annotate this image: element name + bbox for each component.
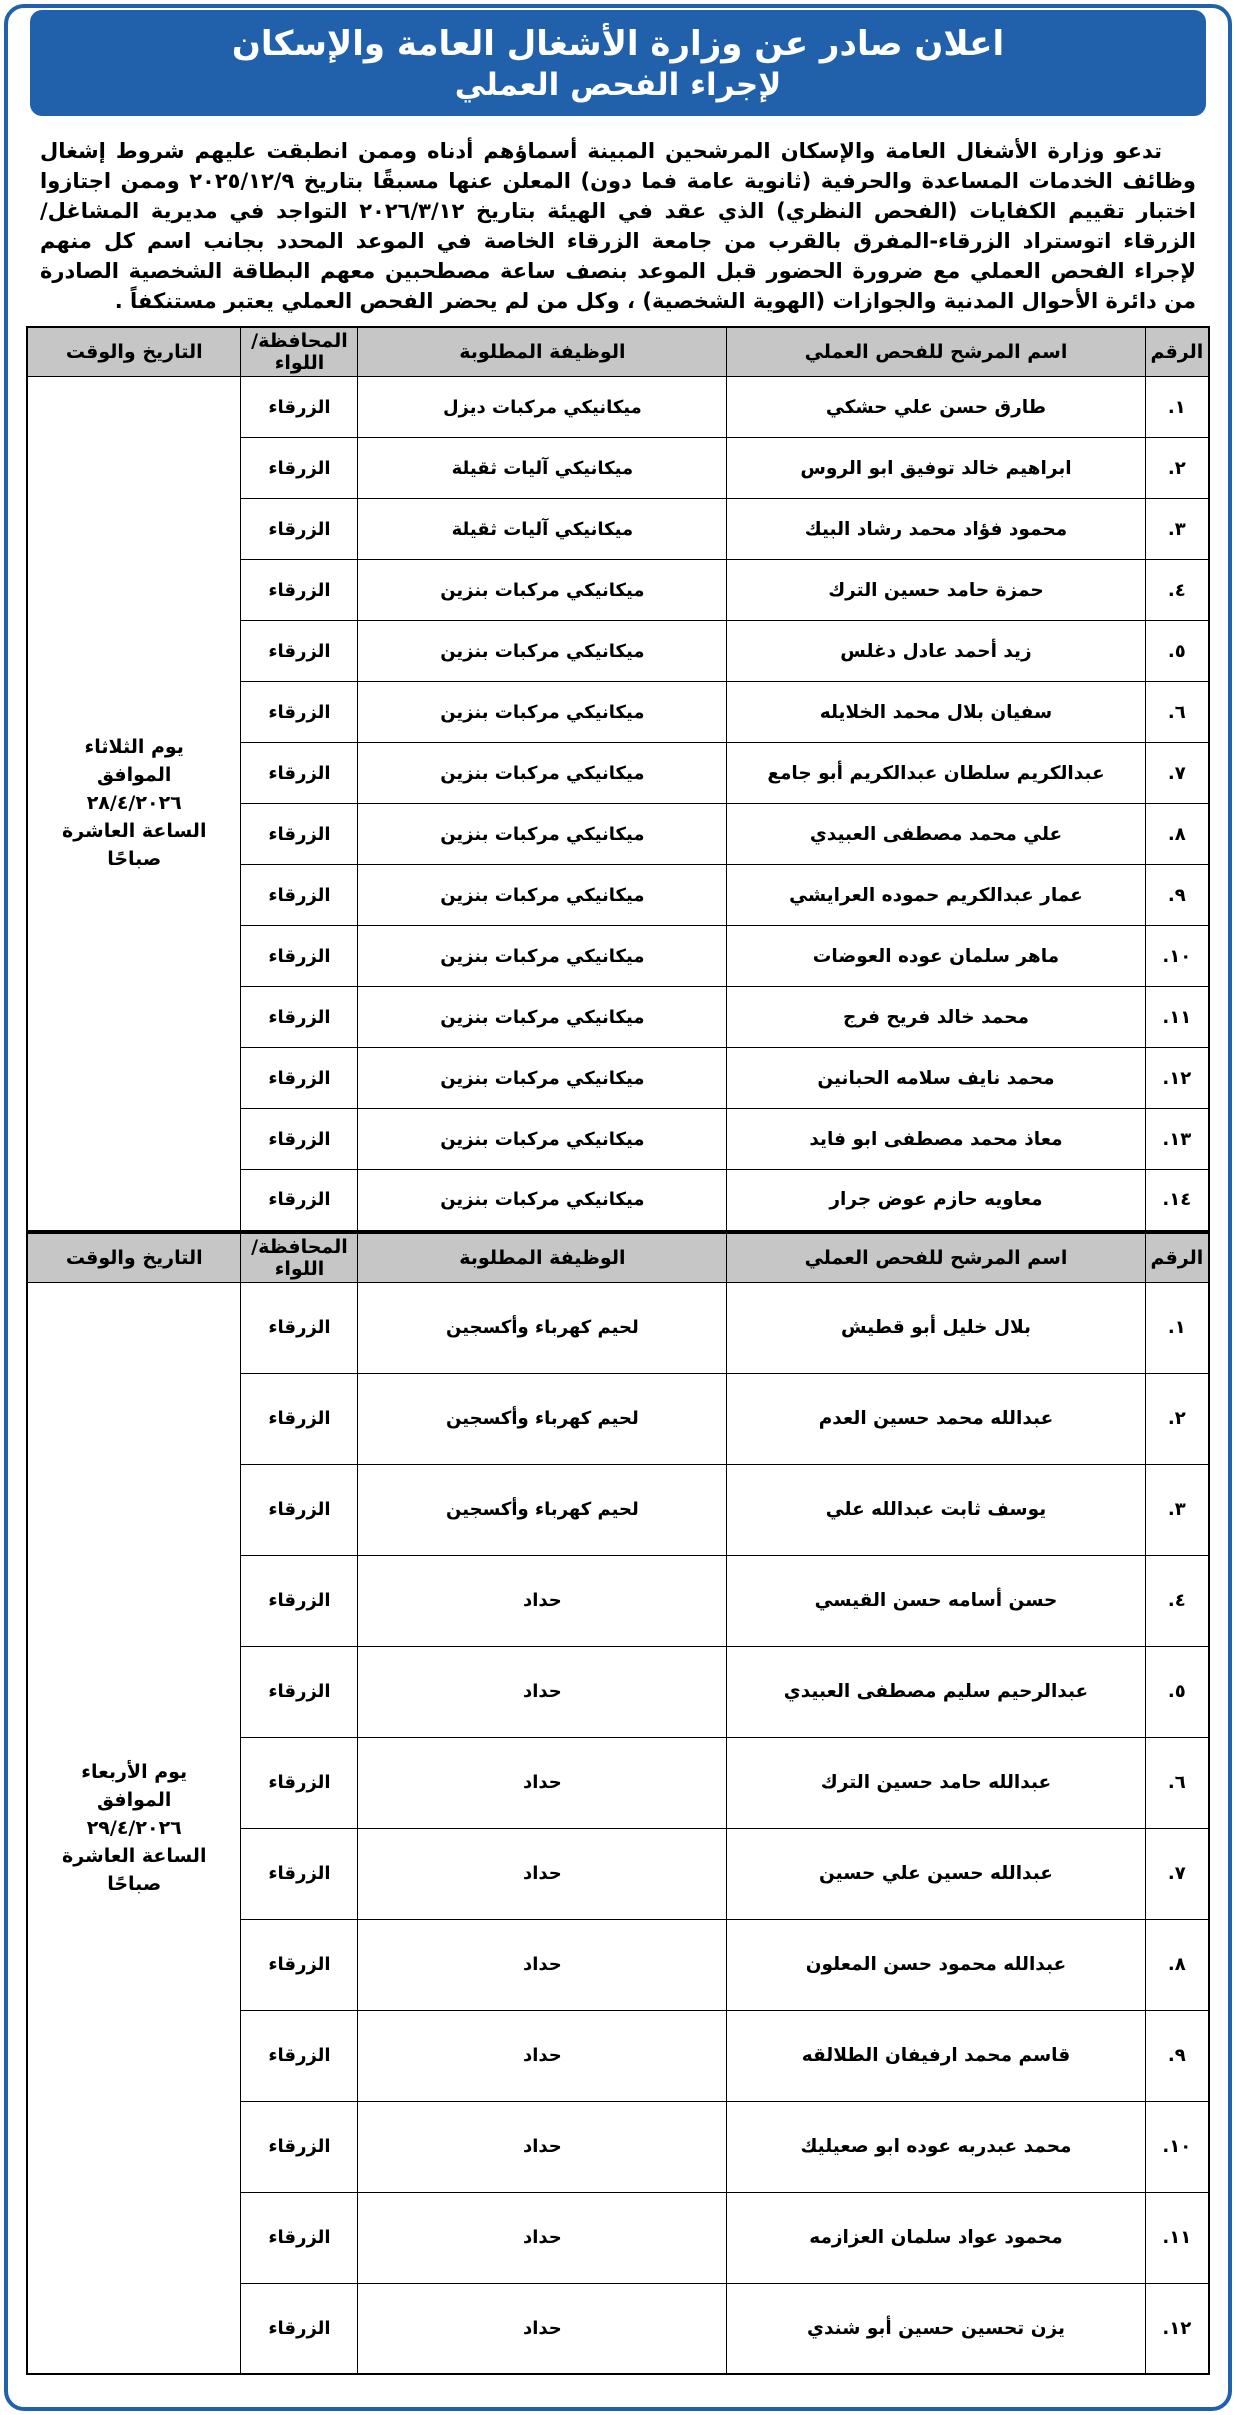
candidate-name: حسن أسامه حسن القيسي xyxy=(727,1555,1145,1646)
exam-datetime-line: صباحًا xyxy=(107,1872,162,1895)
row-number: ١. xyxy=(1145,1282,1209,1373)
exam-datetime-line: يوم الثلاثاء xyxy=(84,736,184,759)
row-number: ٧. xyxy=(1145,1828,1209,1919)
governorate: الزرقاء xyxy=(241,1048,358,1109)
row-number: ٤. xyxy=(1145,560,1209,621)
governorate: الزرقاء xyxy=(241,377,358,438)
candidate-name: عبدالله محمد حسين العدم xyxy=(727,1373,1145,1464)
candidate-row xyxy=(27,1282,1209,1373)
exam-table-tuesday xyxy=(26,326,1210,1232)
governorate: الزرقاء xyxy=(241,926,358,987)
required-job: حداد xyxy=(358,1646,727,1737)
required-job: لحيم كهرباء وأكسجين xyxy=(358,1464,727,1555)
exam-datetime-line: الساعة العاشرة xyxy=(62,1844,207,1867)
exam-datetime-line: صباحًا xyxy=(107,848,162,871)
required-job: حداد xyxy=(358,1919,727,2010)
required-job: ميكانيكي مركبات بنزين xyxy=(358,804,727,865)
row-number: ٧. xyxy=(1145,743,1209,804)
row-number: ١٠. xyxy=(1145,926,1209,987)
col-header-datetime: التاريخ والوقت xyxy=(27,327,241,377)
governorate: الزرقاء xyxy=(241,1828,358,1919)
governorate: الزرقاء xyxy=(241,499,358,560)
exam-datetime-line: الموافق xyxy=(97,1788,172,1811)
exam-datetime-line: الموافق xyxy=(97,764,172,787)
governorate: الزرقاء xyxy=(241,1555,358,1646)
candidate-row xyxy=(27,377,1209,438)
required-job: حداد xyxy=(358,1737,727,1828)
exam-datetime xyxy=(27,377,241,1231)
required-job: ميكانيكي مركبات ديزل xyxy=(358,377,727,438)
required-job: ميكانيكي مركبات بنزين xyxy=(358,621,727,682)
col-header-candidate-name: اسم المرشح للفحص العملي xyxy=(727,1233,1145,1283)
candidate-name: علي محمد مصطفى العبيدي xyxy=(727,804,1145,865)
row-number: ١٢. xyxy=(1145,2283,1209,2374)
required-job: حداد xyxy=(358,2101,727,2192)
exam-datetime-line: ٢٩/٤/٢٠٢٦ xyxy=(86,1816,182,1839)
row-number: ١١. xyxy=(1145,2192,1209,2283)
governorate: الزرقاء xyxy=(241,1282,358,1373)
table-body-wednesday xyxy=(27,1282,1209,2374)
required-job: ميكانيكي آليات ثقيلة xyxy=(358,499,727,560)
candidate-name: محمد عبدربه عوده ابو صعيليك xyxy=(727,2101,1145,2192)
table-header-row xyxy=(27,327,1209,377)
required-job: ميكانيكي مركبات بنزين xyxy=(358,1109,727,1170)
row-number: ٢. xyxy=(1145,1373,1209,1464)
intro-paragraph: تدعو وزارة الأشغال العامة والإسكان المرشحين المبينة أسماؤهم أدناه وممن انطبقت عليهم شروط إشغال وظائف الخدمات المساعدة والحرفية (ثانوية عامة فما دون) المعلن عنها مسبقًا بتاريخ ٢٠٢٥/١٢/٩ وممن اجتازوا اختبار تقييم الكفايات (الفحص النظري) الذي عقد في الهيئة بتاريخ ٢٠٢٦/٣/١٢ التواجد في مديرية المشاغل/الزرقاء اتوستراد الزرقاء-المفرق بالقرب من جامعة الزرقاء الخاصة في الموعد المحدد بجانب اسم كل منهم لإجراء الفحص العملي مع ضرورة الحضور قبل الموعد بنصف ساعة مصطحبين معهم البطاقة الشخصية الصادرة من دائرة الأحوال المدنية والجوازات (الهوية الشخصية) ، وكل من لم يحضر الفحص العملي يعتبر مستنكفاً . xyxy=(40,139,1196,313)
governorate: الزرقاء xyxy=(241,1109,358,1170)
candidate-name: قاسم محمد ارفيفان الطلالقه xyxy=(727,2010,1145,2101)
row-number: ٣. xyxy=(1145,499,1209,560)
required-job: ميكانيكي مركبات بنزين xyxy=(358,743,727,804)
candidate-name: محمود فؤاد محمد رشاد البيك xyxy=(727,499,1145,560)
exam-table-wednesday xyxy=(26,1232,1210,2376)
candidate-name: عبدالله حامد حسين الترك xyxy=(727,1737,1145,1828)
row-number: ١٤. xyxy=(1145,1170,1209,1231)
governorate: الزرقاء xyxy=(241,621,358,682)
row-number: ٦. xyxy=(1145,1737,1209,1828)
table-header-row xyxy=(27,1233,1209,1283)
col-header-candidate-name: اسم المرشح للفحص العملي xyxy=(727,327,1145,377)
governorate: الزرقاء xyxy=(241,1737,358,1828)
required-job: لحيم كهرباء وأكسجين xyxy=(358,1282,727,1373)
governorate: الزرقاء xyxy=(241,682,358,743)
required-job: حداد xyxy=(358,2283,727,2374)
candidate-name: محمد نايف سلامه الحبانين xyxy=(727,1048,1145,1109)
exam-datetime-line: يوم الأربعاء xyxy=(81,1760,188,1783)
required-job: ميكانيكي مركبات بنزين xyxy=(358,987,727,1048)
col-header-datetime: التاريخ والوقت xyxy=(27,1233,241,1283)
governorate: الزرقاء xyxy=(241,2283,358,2374)
row-number: ٥. xyxy=(1145,1646,1209,1737)
col-header-governorate: المحافظة/اللواء xyxy=(241,327,358,377)
governorate: الزرقاء xyxy=(241,438,358,499)
row-number: ١٠. xyxy=(1145,2101,1209,2192)
candidate-name: ماهر سلمان عوده العوضات xyxy=(727,926,1145,987)
governorate: الزرقاء xyxy=(241,1919,358,2010)
candidate-name: يزن تحسين حسين أبو شندي xyxy=(727,2283,1145,2374)
table-body-tuesday xyxy=(27,377,1209,1231)
col-header-governorate: المحافظة/اللواء xyxy=(241,1233,358,1283)
required-job: ميكانيكي مركبات بنزين xyxy=(358,1048,727,1109)
row-number: ٩. xyxy=(1145,865,1209,926)
row-number: ١٢. xyxy=(1145,1048,1209,1109)
required-job: لحيم كهرباء وأكسجين xyxy=(358,1373,727,1464)
governorate: الزرقاء xyxy=(241,804,358,865)
candidate-name: زيد أحمد عادل دغلس xyxy=(727,621,1145,682)
candidate-name: عبدالرحيم سليم مصطفى العبيدي xyxy=(727,1646,1145,1737)
required-job: حداد xyxy=(358,1828,727,1919)
governorate: الزرقاء xyxy=(241,2101,358,2192)
candidate-name: سفيان بلال محمد الخلايله xyxy=(727,682,1145,743)
candidate-name: معاذ محمد مصطفى ابو فايد xyxy=(727,1109,1145,1170)
row-number: ٤. xyxy=(1145,1555,1209,1646)
row-number: ١٣. xyxy=(1145,1109,1209,1170)
required-job: ميكانيكي مركبات بنزين xyxy=(358,682,727,743)
governorate: الزرقاء xyxy=(241,2010,358,2101)
governorate: الزرقاء xyxy=(241,560,358,621)
row-number: ١. xyxy=(1145,377,1209,438)
candidate-name: عمار عبدالكريم حموده العرايشي xyxy=(727,865,1145,926)
row-number: ١١. xyxy=(1145,987,1209,1048)
candidate-name: محمد خالد فريح فرج xyxy=(727,987,1145,1048)
exam-datetime-line: الساعة العاشرة xyxy=(62,820,207,843)
governorate: الزرقاء xyxy=(241,1170,358,1231)
required-job: حداد xyxy=(358,2010,727,2101)
row-number: ٨. xyxy=(1145,804,1209,865)
candidate-name: عبدالله محمود حسن المعلون xyxy=(727,1919,1145,2010)
exam-datetime-line: ٢٨/٤/٢٠٢٦ xyxy=(86,792,182,815)
banner-title-line2: لإجراء الفحص العملي xyxy=(454,66,782,103)
row-number: ٣. xyxy=(1145,1464,1209,1555)
col-header-required-job: الوظيفة المطلوبة xyxy=(358,327,727,377)
row-number: ٩. xyxy=(1145,2010,1209,2101)
candidate-name: معاويه حازم عوض جرار xyxy=(727,1170,1145,1231)
governorate: الزرقاء xyxy=(241,1646,358,1737)
candidate-name: عبدالله حسين علي حسين xyxy=(727,1828,1145,1919)
candidate-name: ابراهيم خالد توفيق ابو الروس xyxy=(727,438,1145,499)
governorate: الزرقاء xyxy=(241,2192,358,2283)
candidate-name: محمود عواد سلمان العزازمه xyxy=(727,2192,1145,2283)
required-job: حداد xyxy=(358,2192,727,2283)
row-number: ٦. xyxy=(1145,682,1209,743)
required-job: ميكانيكي مركبات بنزين xyxy=(358,926,727,987)
governorate: الزرقاء xyxy=(241,987,358,1048)
exam-datetime xyxy=(27,1282,241,2374)
candidate-name: حمزة حامد حسين الترك xyxy=(727,560,1145,621)
required-job: ميكانيكي آليات ثقيلة xyxy=(358,438,727,499)
required-job: حداد xyxy=(358,1555,727,1646)
row-number: ٥. xyxy=(1145,621,1209,682)
banner-title-line1: اعلان صادر عن وزارة الأشغال العامة والإسكان xyxy=(231,24,1005,65)
col-header-required-job: الوظيفة المطلوبة xyxy=(358,1233,727,1283)
announcement-banner xyxy=(30,10,1206,116)
governorate: الزرقاء xyxy=(241,1373,358,1464)
candidate-name: طارق حسن علي حشكي xyxy=(727,377,1145,438)
required-job: ميكانيكي مركبات بنزين xyxy=(358,865,727,926)
governorate: الزرقاء xyxy=(241,865,358,926)
governorate: الزرقاء xyxy=(241,1464,358,1555)
candidate-name: يوسف ثابت عبدالله علي xyxy=(727,1464,1145,1555)
row-number: ٨. xyxy=(1145,1919,1209,2010)
required-job: ميكانيكي مركبات بنزين xyxy=(358,560,727,621)
col-header-number: الرقم xyxy=(1145,1233,1209,1283)
candidate-name: بلال خليل أبو قطيش xyxy=(727,1282,1145,1373)
col-header-number: الرقم xyxy=(1145,327,1209,377)
governorate: الزرقاء xyxy=(241,743,358,804)
candidate-name: عبدالكريم سلطان عبدالكريم أبو جامع xyxy=(727,743,1145,804)
row-number: ٢. xyxy=(1145,438,1209,499)
required-job: ميكانيكي مركبات بنزين xyxy=(358,1170,727,1231)
